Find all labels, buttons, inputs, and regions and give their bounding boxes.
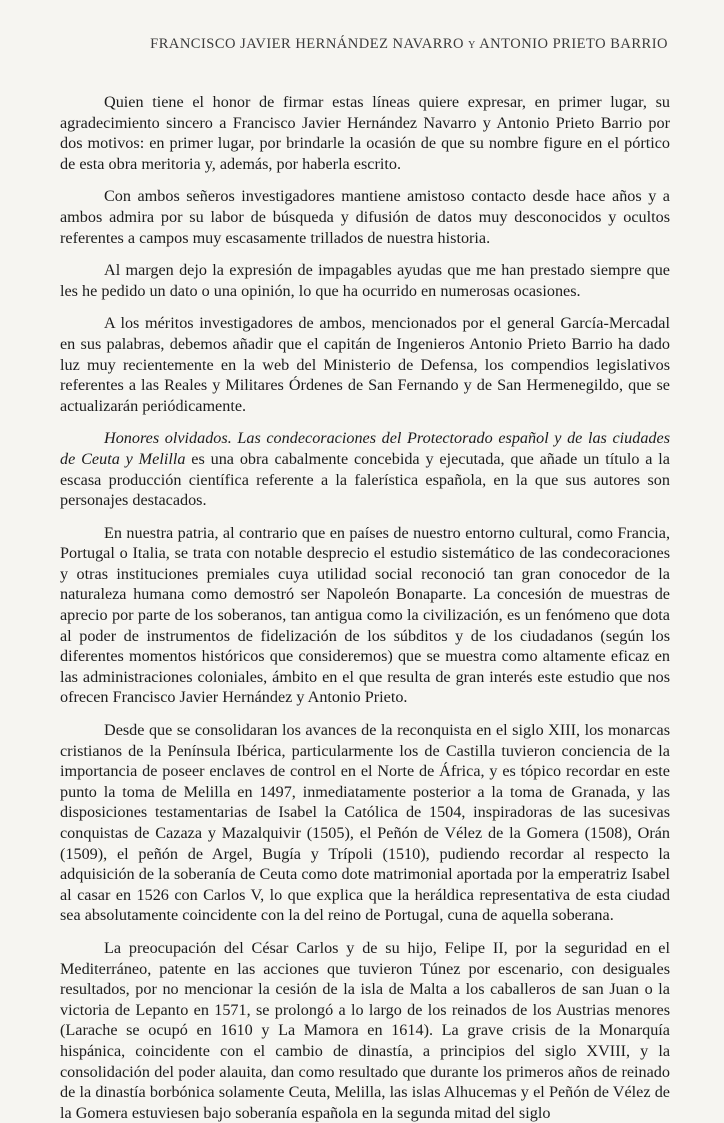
paragraph: A los méritos investigadores de ambos, mencionados por el general García-Mercadal en sus palabras, debemos añadir que el capitán de Ingenieros Antonio Prieto Barrio ha dado luz muy recientemente en la web del Ministerio de Defensa, los compendios legislativos referentes a las Reales y Militares Órdenes de San Fernando y de San Hermenegildo, que se actualizarán periódicamente. bbox=[60, 314, 670, 415]
body-text bbox=[60, 92, 670, 1123]
paragraph: Quien tiene el honor de firmar estas líneas quiere expresar, en primer lugar, su agradecimiento sincero a Francisco Javier Hernández Navarro y Antonio Prieto Barrio por dos motivos: en primer lugar, por brindarle la ocasión de que su nombre figure en el pórtico de esta obra meritoria y, además, por haberla escrito. bbox=[60, 93, 670, 173]
paragraph: Desde que se consolidaran los avances de la reconquista en el siglo XIII, los monarcas cristianos de la Península Ibérica, particularmente los de Castilla tuvieron conciencia de la importancia de poseer enclaves de control en el Norte de África, y es tópico recordar en este punto la toma de Melilla en 1497, inmediatamente posterior a la toma de Granada, y las disposiciones testamentarias de Isabel la Católica de 1504, inspiradoras de las sucesivas conquistas de Cazaza y Mazalquivir (1505), el Peñón de Vélez de la Gomera (1508), Orán (1509), el peñón de Argel, Bugía y Trípoli (1510), pudiendo recordar al respecto la adquisición de la soberanía de Ceuta como dote matrimonial aportada por la emperatriz Isabel al casar en 1526 con Carlos V, lo que explica que la heráldica representativa de esta ciudad sea absolutamente coincidente con la del reino de Portugal, cuna de aquella soberana. bbox=[60, 721, 670, 925]
paragraph: Con ambos señeros investigadores mantiene amistoso contacto desde hace años y a ambos admira por su labor de búsqueda y difusión de datos muy desconocidos y ocultos referentes a campos muy escasamente trillados de nuestra historia. bbox=[60, 187, 670, 247]
paragraph-text: es una obra cabalmente concebida y ejecutada, que añade un título a la escasa producción científica referente a la falerística española, en la que sus autores son personajes destacados. bbox=[60, 449, 670, 510]
paragraph: Al margen dejo la expresión de impagables ayudas que me han prestado siempre que les he pedido un dato o una opinión, lo que ha ocurrido en numerosas ocasiones. bbox=[60, 261, 670, 300]
paragraph bbox=[60, 428, 670, 510]
paragraph: La preocupación del César Carlos y de su hijo, Felipe II, por la seguridad en el Mediterráneo, patente en las acciones que tuvieron Túnez por escenario, con desiguales resultados, por no mencionar la cesión de la isla de Malta a los caballeros de san Juan o la victoria de Lepanto en 1571, se prolongó a lo largo de los reinados de los Austrias menores (Larache se ocupó en 1610 y La Mamora en 1614). La grave crisis de la Monarquía hispánica, coincidente con el cambio de dinastía, a principios del siglo XVIII, y la consolidación del poder alauita, dan como resultado que durante los primeros años de reinado de la dinastía borbónica solamente Ceuta, Melilla, las islas Alhucemas y el Peñón de Vélez de la Gomera estuviesen bajo soberanía española en la segunda mitad del siglo bbox=[60, 938, 670, 1122]
paragraph: En nuestra patria, al contrario que en países de nuestro entorno cultural, como Francia, Portugal o Italia, se trata con notable desprecio el estudio sistemático de las condecoraciones y otras instituciones premiales cuya utilidad social reconoció tan gran conocedor de la naturaleza humana como demostró ser Napoleón Bonaparte. La concesión de muestras de aprecio por parte de los soberanos, tan antigua como la civilización, es un fenómeno que dota al poder de instrumentos de fidelización de los súbditos y de los ciudadanos (según los diferentes momentos históricos que consideremos) que se muestra como altamente eficaz en las administraciones coloniales, ámbito en el que resulta de gran interés este estudio que nos ofrecen Francisco Javier Hernández y Antonio Prieto. bbox=[60, 523, 670, 707]
book-title: Honores olvidados. Las condecoraciones del Protectorado español y de las ciudades de Ceuta y Melilla bbox=[60, 429, 670, 468]
running-header: FRANCISCO JAVIER HERNÁNDEZ NAVARRO y ANTONIO PRIETO BARRIO bbox=[150, 36, 668, 52]
